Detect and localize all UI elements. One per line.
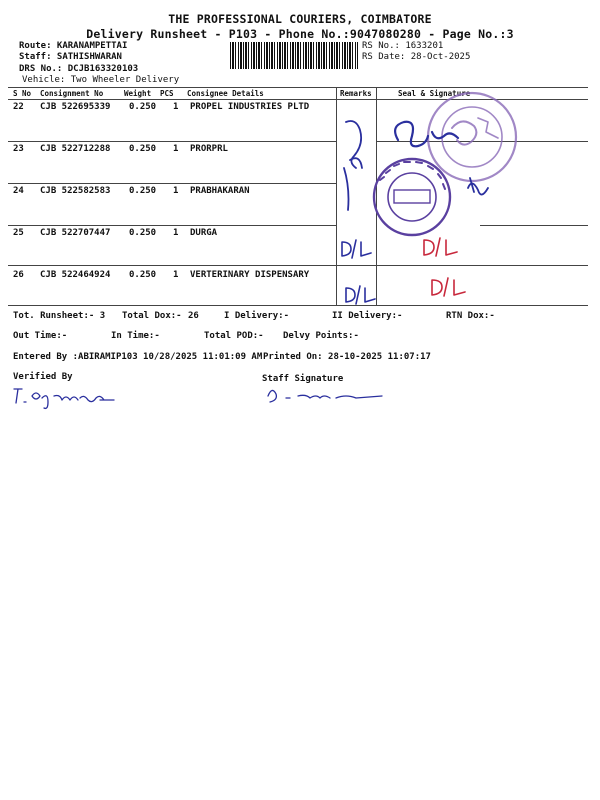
- row-24-pcs: 1: [173, 186, 179, 196]
- route-label: Route: KARANAMPETTAI: [19, 41, 128, 51]
- row-24-sno: 24: [13, 186, 24, 196]
- entered-by: Entered By :ABIRAMIP103 10/28/2025 11:01:09 AM: [13, 352, 263, 362]
- col-header-weight: Weight: [124, 89, 152, 98]
- row-22-pcs: 1: [173, 102, 179, 112]
- row-26-weight: 0.250: [129, 270, 157, 280]
- company-seal-lower: [374, 159, 450, 235]
- rtn-dox: RTN Dox:-: [446, 311, 495, 321]
- col-header-pcs: PCS: [160, 89, 174, 98]
- rs-number: RS No.: 1633201: [362, 41, 444, 51]
- row-23-weight: 0.250: [129, 144, 157, 154]
- col-header-seal: Seal & Signature: [398, 89, 471, 98]
- row-22-consignment: CJB 522695339: [40, 102, 111, 112]
- verified-signature-icon: [14, 389, 114, 408]
- drs-label: DRS No.: DCJB163320103: [19, 64, 139, 74]
- vehicle-label: Vehicle: Two Wheeler Delivery: [22, 75, 180, 85]
- col-header-remarks: Remarks: [340, 89, 372, 98]
- row-26-consignment: CJB 522464924: [40, 270, 111, 280]
- rs-date: RS Date: 28-Oct-2025: [362, 52, 471, 62]
- row-26-pcs: 1: [173, 270, 179, 280]
- row-22-weight: 0.250: [129, 102, 157, 112]
- dl-remark-row25-icon: [342, 240, 371, 258]
- out-time: Out Time:-: [13, 331, 68, 341]
- ii-delivery: II Delivery:-: [332, 311, 403, 321]
- row-24-consignment: CJB 522582583: [40, 186, 111, 196]
- row-23-consignment: CJB 522712288: [40, 144, 111, 154]
- col-header-consignee: Consignee Details: [187, 89, 264, 98]
- runsheet-title: Delivery Runsheet - P103 - Phone No.:9047080280 - Page No.:3: [86, 27, 514, 41]
- dl-seal-row25-icon: [424, 238, 457, 256]
- row-23-sno: 23: [13, 144, 24, 154]
- staff-signature-icon: [268, 390, 382, 402]
- row-22-sno: 22: [13, 102, 24, 112]
- row-25-sno: 25: [13, 228, 24, 238]
- delivery-points: Delvy Points:-: [283, 331, 359, 341]
- row-25-pcs: 1: [173, 228, 179, 238]
- row-26-consignee: VERTERINARY DISPENSARY: [190, 270, 310, 280]
- total-dox-label: Total Dox:-: [122, 311, 182, 321]
- row-22-consignee: PROPEL INDUSTRIES PLTD: [190, 102, 310, 112]
- staff-label: Staff: SATHISHWARAN: [19, 52, 122, 62]
- dl-remark-row26-icon: [346, 286, 375, 304]
- printed-on: Printed On: 28-10-2025 11:07:17: [263, 352, 431, 362]
- company-title: THE PROFESSIONAL COURIERS, COIMBATORE: [168, 12, 432, 26]
- i-delivery: I Delivery:-: [224, 311, 290, 321]
- verified-by-label: Verified By: [13, 372, 73, 382]
- col-header-sno: S No: [13, 89, 32, 98]
- row-23-pcs: 1: [173, 144, 179, 154]
- row-26-sno: 26: [13, 270, 24, 280]
- row-23-consignee: PRORPRL: [190, 144, 228, 154]
- staff-signature-label: Staff Signature: [262, 374, 344, 384]
- total-pod: Total POD:-: [204, 331, 264, 341]
- total-dox-value: 26: [188, 311, 199, 321]
- row-24-weight: 0.250: [129, 186, 157, 196]
- in-time: In Time:-: [111, 331, 160, 341]
- row-25-consignment: CJB 522707447: [40, 228, 111, 238]
- dl-seal-row26-icon: [432, 278, 465, 296]
- row-25-weight: 0.250: [129, 228, 157, 238]
- row-24-consignee: PRABHAKARAN: [190, 186, 250, 196]
- total-runsheet: Tot. Runsheet:- 3: [13, 311, 106, 321]
- row-25-consignee: DURGA: [190, 228, 218, 238]
- col-header-consignment: Consignment No: [40, 89, 104, 98]
- signature-swirl-icon: [395, 122, 458, 147]
